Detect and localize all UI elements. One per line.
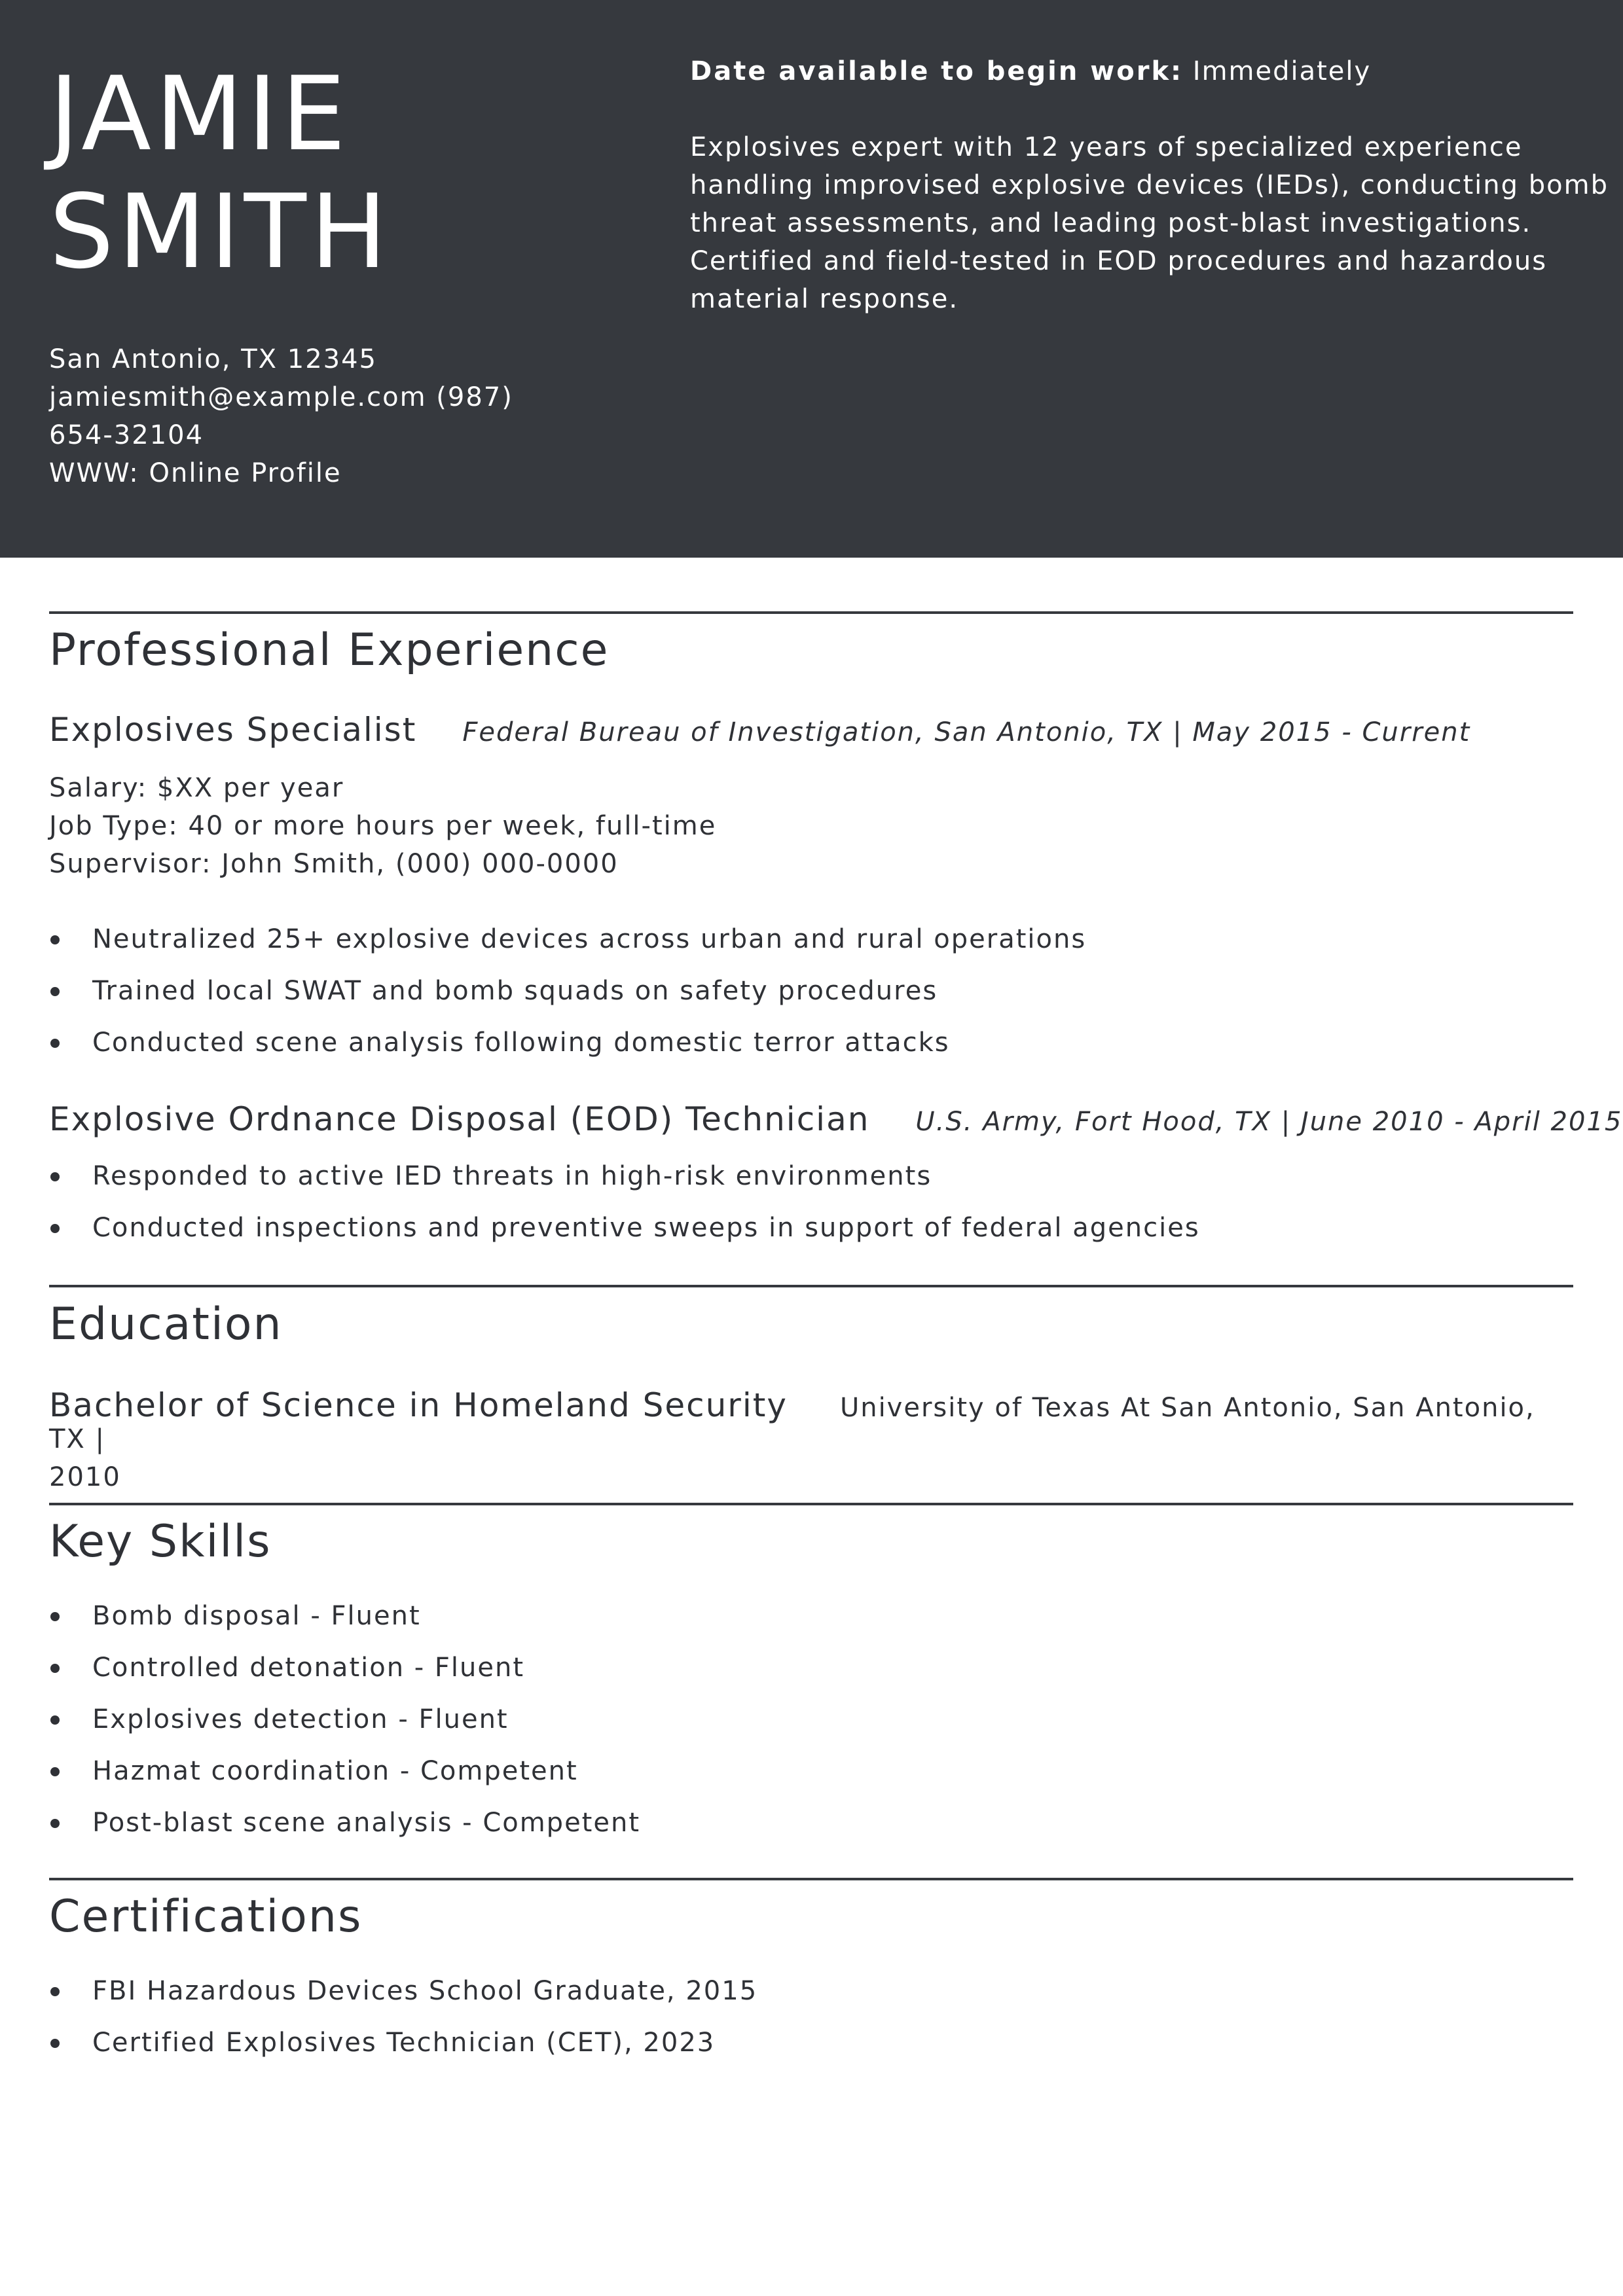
list-item: Post-blast scene analysis - Competent xyxy=(49,1806,640,1858)
job-1-details xyxy=(49,769,716,883)
bullet-icon xyxy=(50,1987,60,1996)
job-detail: Job Type: 40 or more hours per week, full-time xyxy=(49,811,717,841)
phone-continued: 654-32104 xyxy=(49,420,204,450)
section-title-skills: Key Skills xyxy=(49,1516,272,1568)
summary-line: handling improvised explosive devices (IEDs), conducting bomb xyxy=(690,170,1609,200)
list-item: Explosives detection - Fluent xyxy=(49,1703,640,1755)
job-employer-meta: U.S. Army, Fort Hood, TX | June 2010 - April 2015 xyxy=(915,1107,1623,1137)
first-name: JAMIE xyxy=(49,54,350,173)
header-summary-block xyxy=(690,52,1609,318)
list-item: Bomb disposal - Fluent xyxy=(49,1600,640,1651)
summary xyxy=(690,128,1609,318)
list-item: Controlled detonation - Fluent xyxy=(49,1651,640,1703)
list-item: Trained local SWAT and bomb squads on safety procedures xyxy=(49,975,1086,1026)
list-item: Neutralized 25+ explosive devices across urban and rural operations xyxy=(49,923,1086,975)
website-link[interactable]: WWW: Online Profile xyxy=(49,458,342,488)
job-1-header xyxy=(49,711,1471,749)
bullet-icon xyxy=(50,1039,60,1048)
section-title-certifications: Certifications xyxy=(49,1891,363,1943)
bullet-icon xyxy=(50,1819,60,1828)
email-phone: jamiesmith@example.com (987) xyxy=(49,382,513,412)
availability xyxy=(690,52,1587,90)
job-2-header xyxy=(49,1100,1623,1138)
job-detail: Salary: $XX per year xyxy=(49,773,344,803)
address: San Antonio, TX 12345 xyxy=(49,344,378,374)
certifications-list xyxy=(49,1975,757,2078)
degree: Bachelor of Science in Homeland Security xyxy=(49,1386,788,1424)
last-name: SMITH xyxy=(49,172,392,291)
skills-list xyxy=(49,1600,640,1858)
job-1-bullets xyxy=(49,923,1086,1078)
availability-label: Date available to begin work: xyxy=(690,56,1184,86)
summary-line: Certified and field-tested in EOD procedures and hazardous xyxy=(690,246,1548,276)
bullet-icon xyxy=(50,1767,60,1776)
list-item: Responded to active IED threats in high-risk environments xyxy=(49,1160,1200,1211)
section-title-experience: Professional Experience xyxy=(49,624,610,676)
list-item: Certified Explosives Technician (CET), 2023 xyxy=(49,2026,757,2078)
bullet-icon xyxy=(50,1172,60,1181)
section-divider xyxy=(49,611,1573,614)
bullet-icon xyxy=(50,1612,60,1621)
job-detail: Supervisor: John Smith, (000) 000-0000 xyxy=(49,849,619,879)
list-item: Conducted inspections and preventive sweeps in support of federal agencies xyxy=(49,1211,1200,1263)
contact-info xyxy=(49,340,520,492)
bullet-icon xyxy=(50,2039,60,2048)
school: University of Texas At San Antonio, San Antonio, TX | xyxy=(49,1393,1535,1454)
bullet-icon xyxy=(50,1664,60,1673)
summary-line: Explosives expert with 12 years of specialized experience xyxy=(690,132,1523,162)
education-entry xyxy=(49,1386,1573,1492)
resume-header xyxy=(0,0,1623,558)
summary-line: material response. xyxy=(690,284,959,314)
section-title-education: Education xyxy=(49,1299,283,1350)
job-title: Explosive Ordnance Disposal (EOD) Technician xyxy=(49,1100,870,1138)
list-item: FBI Hazardous Devices School Graduate, 2015 xyxy=(49,1975,757,2026)
bullet-icon xyxy=(50,987,60,996)
section-divider xyxy=(49,1503,1573,1505)
section-divider xyxy=(49,1878,1573,1880)
summary-line: threat assessments, and leading post-blast investigations. xyxy=(690,208,1532,238)
list-item: Hazmat coordination - Competent xyxy=(49,1755,640,1806)
bullet-icon xyxy=(50,1715,60,1725)
list-item: Conducted scene analysis following domestic terror attacks xyxy=(49,1026,1086,1078)
job-employer-meta: Federal Bureau of Investigation, San Antonio, TX | May 2015 - Current xyxy=(462,717,1471,747)
job-title: Explosives Specialist xyxy=(49,711,417,749)
section-divider xyxy=(49,1285,1573,1287)
bullet-icon xyxy=(50,935,60,944)
job-2-bullets xyxy=(49,1160,1200,1263)
availability-value: Immediately xyxy=(1192,56,1372,86)
graduation-year: 2010 xyxy=(49,1462,121,1492)
bullet-icon xyxy=(50,1224,60,1233)
